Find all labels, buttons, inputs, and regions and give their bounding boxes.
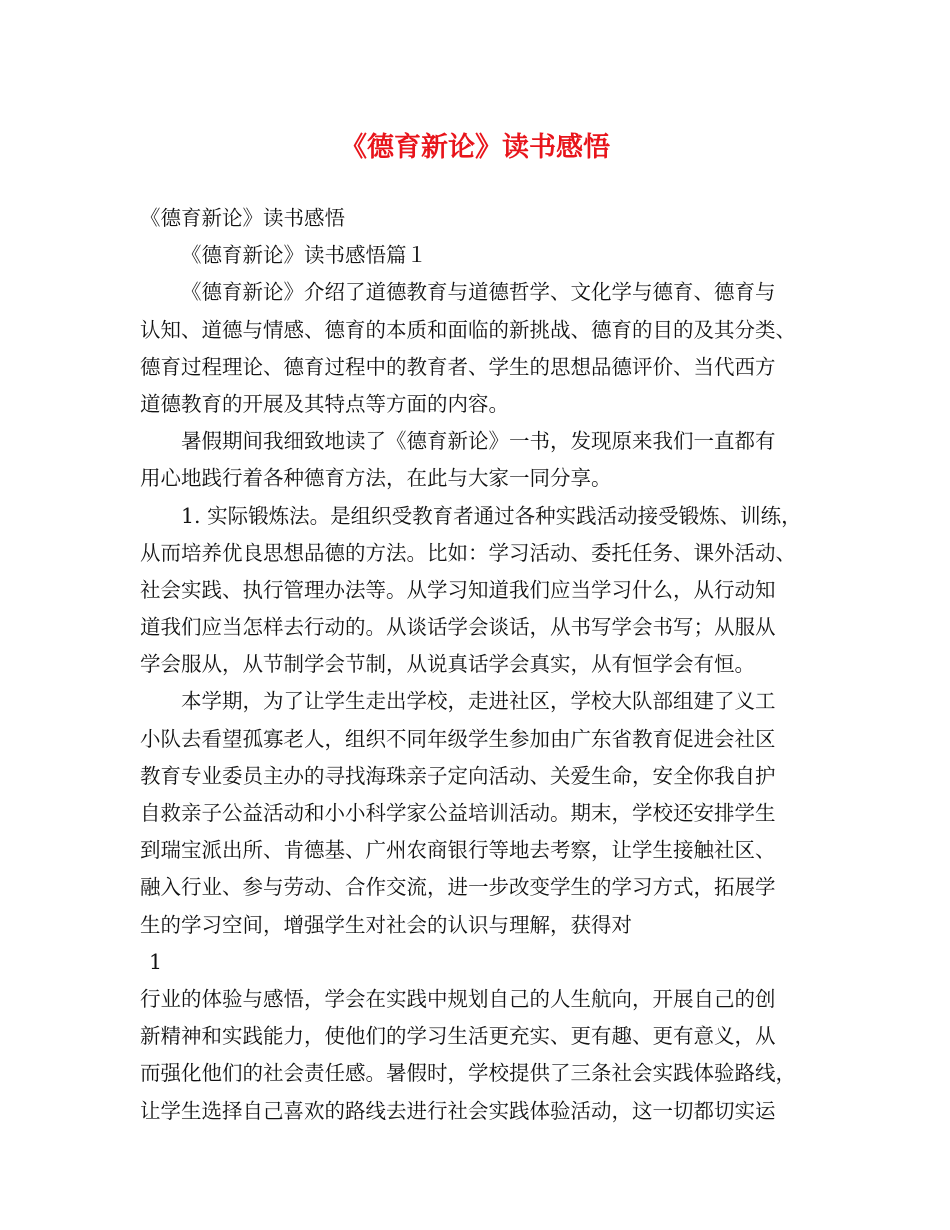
text-line: 自救亲子公益活动和小小科学家公益培训活动。期末，学校还安排学生 xyxy=(140,801,776,825)
text-line: 认知、道德与情感、德育的本质和面临的新挑战、德育的目的及其分类、 xyxy=(140,317,796,342)
text-line: 从而培养优良思想品德的方法。比如：学习活动、委托任务、课外活动、 xyxy=(140,540,796,565)
text-line: 而强化他们的社会责任感。暑假时，学校提供了三条社会实践体验路线， xyxy=(140,1061,796,1086)
text-line: 生的学习空间，增强学生对社会的认识与理解，获得对 xyxy=(140,912,632,937)
text-line: 社会实践、执行管理办法等。从学习知道我们应当学习什么，从行动知 xyxy=(140,577,776,602)
text-line: 让学生选择自己喜欢的路线去进行社会实践体验活动，这一切都切实运 xyxy=(140,1098,776,1123)
text-line: 到瑞宝派出所、肯德基、广州农商银行等地去考察，让学生接触社区、 xyxy=(140,838,776,863)
text-line: 行业的体验与感悟，学会在实践中规划自己的人生航向，开展自己的创 xyxy=(140,986,776,1011)
text-line: 暑假期间我细致地读了《德育新论》一书，发现原来我们一直都有 xyxy=(181,429,776,454)
text-line: 1. 实际锻炼法。是组织受教育者通过各种实践活动接受锻炼、训练， xyxy=(181,503,802,528)
document-title: 《德育新论》读书感悟 xyxy=(340,132,610,163)
text-line: 《德育新论》读书感悟篇１ xyxy=(181,243,427,268)
text-line: 学会服从，从节制学会节制，从说真话学会真实，从有恒学会有恒。 xyxy=(140,652,755,677)
text-line: 《德育新论》读书感悟 xyxy=(140,206,345,230)
text-line: 小队去看望孤寡老人，组织不同年级学生参加由广东省教育促进会社区 xyxy=(140,726,776,751)
text-line: 融入行业、参与劳动、合作交流，进一步改变学生的学习方式，拓展学 xyxy=(140,875,776,900)
text-line: 道我们应当怎样去行动的。从谈话学会谈话，从书写学会书写；从服从 xyxy=(140,615,776,640)
text-line: 德育过程理论、德育过程中的教育者、学生的思想品德评价、当代西方 xyxy=(140,354,776,379)
text-line: 《德育新论》介绍了道德教育与道德哲学、文化学与德育、德育与 xyxy=(181,280,776,305)
text-line: 教育专业委员主办的寻找海珠亲子定向活动、关爱生命，安全你我自护 xyxy=(140,763,776,788)
document-body xyxy=(140,200,814,1130)
text-line: 新精神和实践能力，使他们的学习生活更充实、更有趣、更有意义，从 xyxy=(140,1024,776,1049)
text-line: 用心地践行着各种德育方法，在此与大家一同分享。 xyxy=(140,466,612,491)
page-number: 1 xyxy=(149,949,163,974)
text-line: 本学期，为了让学生走出学校，走进社区，学校大队部组建了义工 xyxy=(181,689,776,714)
text-line: 道德教育的开展及其特点等方面的内容。 xyxy=(140,391,509,416)
